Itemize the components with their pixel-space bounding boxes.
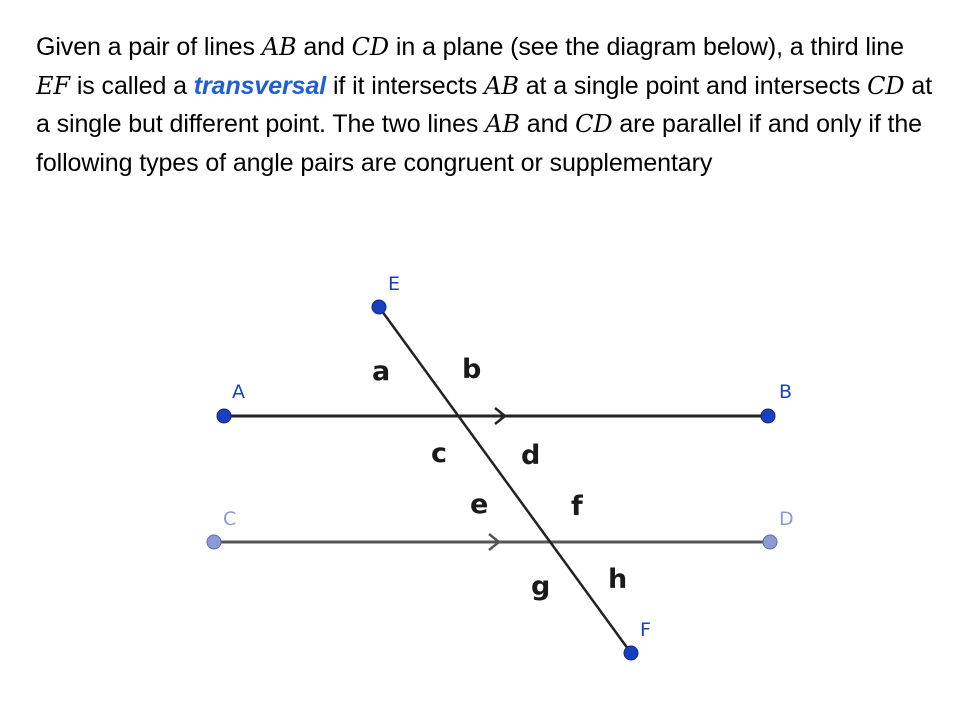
math-ab: AB: [484, 71, 519, 100]
angle-label-e: e: [470, 489, 489, 520]
angle-label-f: f: [571, 491, 583, 522]
transversal-ef: [379, 307, 631, 653]
intro-text-2: and: [303, 33, 345, 61]
intro-text-8: and: [526, 110, 569, 138]
angle-label-h: h: [608, 564, 628, 595]
math-cd: CD: [575, 110, 613, 138]
math-cd: CD: [351, 33, 390, 61]
point-label-d: D: [779, 508, 794, 530]
point-label-b: B: [779, 381, 793, 403]
intro-text-6: at a single point and intersects: [525, 71, 861, 100]
point-c: [207, 535, 221, 549]
math-ef: EF: [36, 71, 70, 100]
angle-label-d: d: [521, 440, 541, 471]
math-cd: CD: [867, 71, 905, 100]
point-a: [217, 409, 231, 423]
angle-label-c: c: [431, 438, 448, 469]
angle-label-g: g: [531, 571, 551, 602]
term-transversal: transversal: [193, 71, 327, 100]
intro-text-7: at a single but different point. The two lines: [36, 71, 933, 138]
angle-label-b: b: [462, 354, 482, 385]
intro-text-5: if it intersects: [332, 71, 478, 100]
intro-text-9: are parallel if and only if the following types of angle pairs are congruent or supplementary: [36, 110, 922, 177]
point-d: [763, 535, 777, 549]
intro-text-3: in a plane (see the diagram below), a third line: [395, 33, 904, 61]
intro-text-4: is called a: [76, 71, 187, 100]
point-f: [624, 646, 638, 660]
point-e: [372, 300, 386, 314]
point-label-f: F: [640, 619, 651, 641]
point-label-a: A: [232, 381, 245, 403]
point-label-e: E: [388, 273, 401, 295]
point-label-c: C: [223, 508, 237, 530]
point-b: [761, 409, 775, 423]
angle-label-a: a: [372, 356, 391, 387]
intro-text-1: Given a pair of lines: [36, 33, 255, 61]
math-ab: AB: [485, 110, 520, 138]
math-ab: AB: [261, 33, 297, 61]
